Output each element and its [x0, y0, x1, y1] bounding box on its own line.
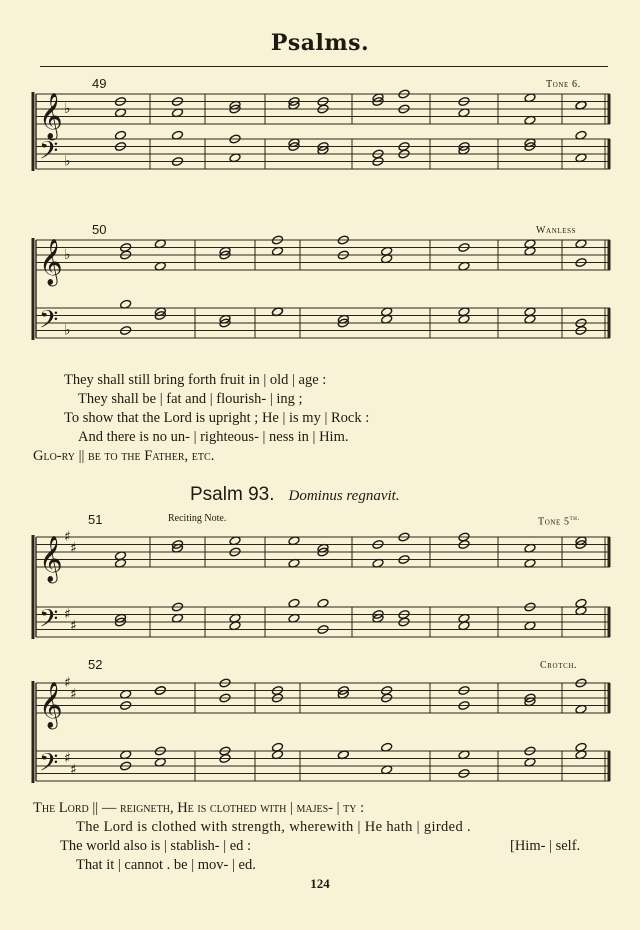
svg-text:𝄢: 𝄢 — [39, 136, 59, 172]
verse-line: The Lord || — reigneth, He is clothed with | majes- | ty : — [33, 800, 365, 816]
svg-text:♭: ♭ — [64, 101, 71, 117]
svg-text:♭: ♭ — [64, 153, 71, 170]
svg-text:𝄢: 𝄢 — [39, 748, 59, 784]
svg-text:♭: ♭ — [64, 322, 71, 339]
verse-line-continuation: [Him- | self. — [510, 838, 581, 854]
tune-name-51: Tone $5^{th.}$ — [538, 514, 580, 528]
verse-line: And there is no un- | righteous- | ness in | Him. — [78, 429, 349, 445]
svg-text:𝄞: 𝄞 — [39, 239, 63, 285]
tune-name-50: Wanless — [536, 225, 577, 236]
staff-notation — [0, 673, 640, 801]
svg-text:♯: ♯ — [64, 750, 71, 767]
gloria-line: Glo-ry || be to the Father, etc. — [33, 448, 215, 464]
psalm-heading — [190, 484, 400, 506]
svg-text:𝄢: 𝄢 — [39, 305, 59, 341]
svg-text:𝄞: 𝄞 — [39, 536, 63, 582]
svg-text:♯: ♯ — [64, 675, 71, 691]
tune-number-49: 49 — [92, 76, 107, 91]
svg-text:𝄞: 𝄞 — [39, 682, 63, 728]
verse-line: They shall still bring forth fruit in | old | age : — [64, 372, 327, 388]
svg-text:𝄞: 𝄞 — [39, 93, 63, 139]
svg-text:♭: ♭ — [64, 247, 71, 263]
staff-notation — [0, 527, 640, 657]
header-rule — [40, 66, 608, 67]
reciting-note-label: Reciting Note. — [168, 513, 227, 524]
svg-text:♯: ♯ — [70, 540, 77, 557]
svg-text:♯: ♯ — [70, 761, 77, 778]
verse-line: The Lord is clothed with strength, wherewith | He hath | girded . — [76, 819, 471, 835]
svg-text:♯: ♯ — [70, 617, 77, 634]
psalm-title: Psalm 93. — [190, 484, 275, 505]
svg-text:𝄢: 𝄢 — [39, 604, 59, 640]
psalm-subtitle: Dominus regnavit. — [288, 488, 400, 504]
page-number: 124 — [310, 876, 330, 891]
svg-text:♯: ♯ — [64, 606, 71, 623]
verse-line: That it | cannot . be | mov- | ed. — [76, 857, 256, 873]
staff-notation — [0, 84, 640, 189]
tune-name-52: Crotch. — [540, 660, 578, 671]
tune-number-50: 50 — [92, 222, 107, 237]
svg-text:♯: ♯ — [70, 686, 77, 703]
tune-number-51: 51 — [88, 512, 103, 527]
page-title: Psalms. — [270, 30, 370, 56]
verse-line: To show that the Lord is upright ; He | is my | Rock : — [64, 410, 370, 426]
tune-name-49: Tone 6. — [546, 79, 581, 90]
tune-number-52: 52 — [88, 657, 103, 672]
verse-line: They shall be | fat and | flourish- | ing ; — [78, 391, 303, 407]
svg-text:♯: ♯ — [64, 529, 71, 545]
staff-notation — [0, 230, 640, 358]
verse-line: The world also is | stablish- | ed : — [60, 838, 252, 854]
